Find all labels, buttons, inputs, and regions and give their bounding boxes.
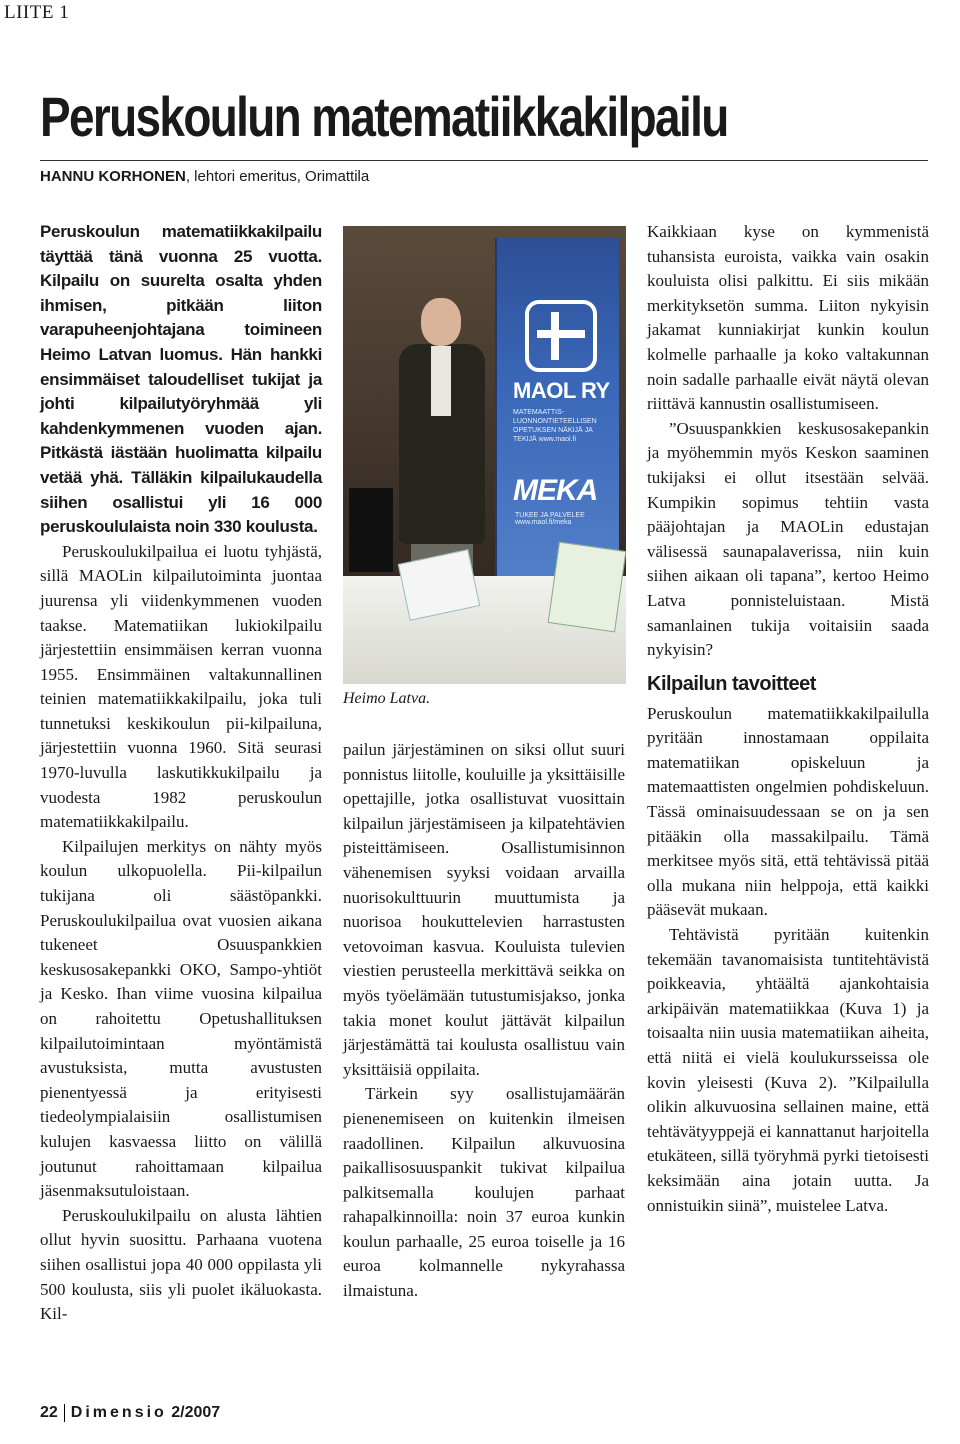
paragraph: ”Osuuspankkien keskusosakepankin ja myöhemmin myös Keskon saaminen tukijaksi ei ollut itsestään selvää. Kumpikin sopimus tehtiin vasta pääjohtajan ja MAOLin edustajan välisessä saunapalaverissa, niin kuin siihen aikaan oli tapana”, kertoo Heimo Latva ponnisteluistaan. Mistä samanlainen tukija voitaisiin saada nykyisin? — [647, 418, 929, 660]
paragraph: Kilpailujen merkitys on nähty myös koulun ulkopuolella. Pii-kilpailun tukijana oli säästöpankki. Peruskoulukilpailua ovat vuosien aikana tukeneet Osuuspankkien keskusosakepankki OKO, Sampo-yhtiöt ja Kesko. Ihan viime vuosina kilpailua on rahoitettu Opetushallituksen kilpailutoimintaan myöntämistä avustuksista, mutta avustusten pienentyessä ja erityisesti tiedeolympialaisiin osallistumisen kulujen kasvaessa liitto on välillä joutunut rahoittamaan kilpailua jäsenmaksutuloistaan. — [40, 836, 322, 1201]
paragraph: Peruskoulun matematiikkakilpailulla pyritään innostamaan oppilaita matematiikan opiskeluun ja matemaattisten ongelmien pohdiskeluun. Tässä ominaisuudessaan se on ja sen pitääkin olla massakilpailu. Tämä merkitsee myös sitä, että tehtävissä pitää olla mukana niin helppoja, että kaikki pääsevät mukaan. — [647, 703, 929, 920]
paragraph: Peruskoulukilpailua ei luotu tyhjästä, sillä MAOLin kilpailutoiminta juontaa juurensa yli viidenkymmenen vuoden taakse. Matematiikan lukiokilpailu järjestettiin ensimmäisen kerran vuonna 1955. Ensimmäinen valtakunnallinen teinien matematiikkakilpailu, joka tuli tunnetuksi keskikoulun pii-kilpailuna, järjestettiin vuonna 1960. Sitä seurasi 1970-luvulla laskutikkukilpailu ja vuodesta 1982 peruskoulun matematiikkakilpailu. — [40, 541, 322, 832]
paragraph: Kaikkiaan kyse on kymmenistä tuhansista euroista, vaikka vain osakin kouluista olisi palkittu. Ei siis mikään merkityksetön summa. Liiton nykyisin jakamat kunniakirjat kunkin koulun kolmelle parhaalle ja koko valtakunnan noin sadalle parhaalle eivät näytä olevan riittävä kannustin osallistumiseen. — [647, 222, 929, 414]
page-footer — [40, 1404, 220, 1422]
lead-paragraph: Peruskoulun matematiikkakilpailu täyttää tänä vuonna 25 vuotta. Kilpailu on suurelta osalta yhden ihmisen, pitkään liiton varapuheenjohtajana toimineen Heimo Latvan luomus. Hän hankki ensimmäiset taloudelliset tukijat ja johti kilpailutyöryhmää yli kahdenkymmenen vuoden ajan. Pitkästä iästään huolimatta kilpailu vetää yhä. Tälläkin kilpailukaudella siihen osallistui yli 16 000 peruskoululaista noin 330 koulusta. — [40, 222, 322, 537]
meka-subtitle: TUKEE JA PALVELEE www.maol.fi/meka — [515, 512, 585, 526]
magazine-name: Dimensio — [70, 1404, 167, 1422]
column-1 — [40, 220, 322, 1327]
person-shirt — [431, 346, 451, 416]
paragraph: Tehtävistä pyritään kuitenkin tekemään tavanomaisista tuntitehtävistä poikkeavia, yhtäältä ajankohtaisia arkipäivän matematiikkaa (Kuva 1) ja toisaalta niin uusia matematiikan aiheita, että niitä ei vielä koulukursseissa ole kovin yleisesti (Kuva 2). ”Kilpailulla olikin alkuvuosina sellainen maine, että tehtävätyyppejä ei kannattanut harjoitella etukäteen, sillä työryhmä pyrki tietoisesti keksimään aina jotain uutta. Ja onnistuikin siinä”, muistelee Latva. — [647, 925, 929, 1215]
column-2 — [343, 738, 625, 1304]
paragraph: pailun järjestäminen on siksi ollut suuri ponnistus liitolle, kouluille ja yksittäisille opettajille, jotka osallistuvat vuosittain kilpailun järjestämiseen ja kilpatehtävien pisteittämiseen. Osallistumisinnon vähenemisen syyksi voidaan arvailla nuorisokulttuurin muuttumista ja nuorisoa houkuttelevien harrastusten vetovoiman kasvua. Kouluista tulevien viestien perusteella merkittävä seikka on myös työelämään tutustumisjakso, jonka takia monet koulut jättävät kilpailun järjestämättä tai koulusta osallistuu vain yksittäisiä oppilaita. — [343, 740, 625, 1079]
monitor — [349, 488, 393, 572]
footer-divider — [64, 1404, 65, 1422]
banner-subtitle: MATEMAATTIS-LUONNONTIETEELLISEN OPETUKSEN NÄKIJÄ JA TEKIJÄ www.maol.fi — [513, 409, 597, 443]
page-number: 22 — [40, 1404, 58, 1422]
subheading: Kilpailun tavoitteet — [647, 672, 816, 695]
meka-logo: MEKA — [513, 474, 598, 507]
paragraph: Peruskoulukilpailu on alusta lähtien ollut hyvin suosittu. Parhaana vuotena siihen osallistui jopa 40 000 oppilasta yli 500 koulusta, siis yli puolet ikäluokasta. Kil- — [40, 1205, 322, 1324]
photo-caption: Heimo Latva. — [343, 690, 431, 707]
byline — [40, 168, 369, 185]
maol-logo-icon — [525, 300, 597, 372]
title-rule — [40, 160, 928, 161]
banner-title: MAOL RY — [513, 378, 610, 403]
author-name: HANNU KORHONEN — [40, 168, 186, 185]
article-title: Peruskoulun matematiikkakilpailu — [40, 85, 728, 148]
author-role: , lehtori emeritus, Orimattila — [185, 168, 370, 185]
person-head — [421, 298, 461, 346]
appendix-label: LIITE 1 — [4, 2, 70, 23]
photo-heimo-latva — [343, 226, 626, 684]
books — [548, 542, 626, 633]
issue-number: 2/2007 — [171, 1404, 221, 1422]
column-3 — [647, 220, 929, 1218]
paragraph: Tärkein syy osallistujamäärän pienenemiseen on kuitenkin ilmeisen raadollinen. Kilpailun alkuvuosina paikallisosuuspankit tukivat kilpailua palkitsemalla koulujen parhaat rahapalkinnoilla: noin 37 euroa kunkin koulun parhaalle, 25 euroa toiselle ja 16 euroa kolmannelle nykyrahassa ilmaistuna. — [343, 1084, 625, 1301]
